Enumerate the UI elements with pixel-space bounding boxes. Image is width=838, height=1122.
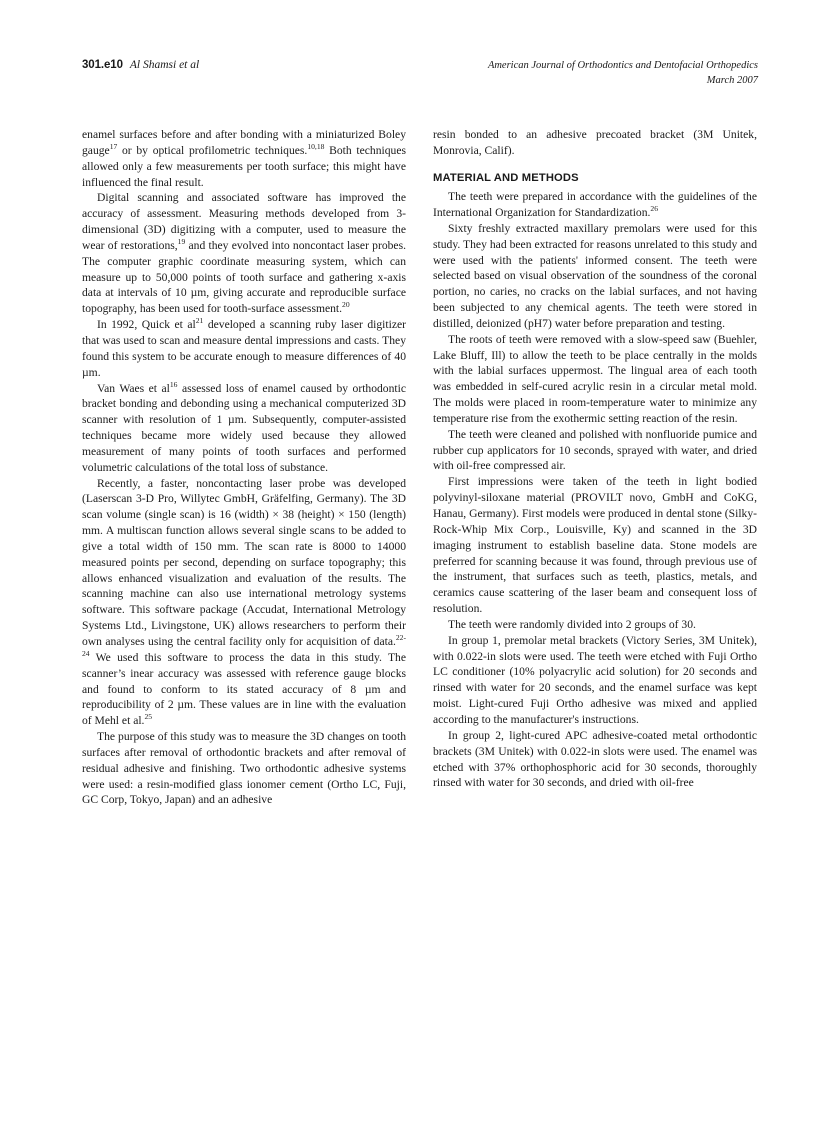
body-paragraph: In group 1, premolar metal brackets (Victory Series, 3M Unitek), with 0.022-in slots were used. The teeth were etched with Fuji Ortho LC conditioner (10% polyacrylic acid solution) for 20 seconds and rinsed with water for 20 seconds, and the enamel surface was kept moist. Light-cured Fuji Ortho adhesive was mixed and applied according to the manufacturer's instructions.	[433, 633, 757, 726]
body-paragraph: In 1992, Quick et $al^{21}$ developed a scanning ruby laser digitizer that was used to scan and measure dental impressions and casts. They found this system to be accurate enough to measure differences of 40 µm.	[82, 316, 406, 379]
body-paragraph: enamel surfaces before and after bonding with a miniaturized Boley gauge$^{17}$ or by optical profilometric techniques.$^{10,18}$ Both techniques allowed only a few measurements per tooth surface; this might have influenced the final result.	[82, 128, 406, 189]
body-columns	[82, 127, 758, 1072]
page-folio: 301.e10	[82, 59, 123, 71]
reference-superscript: 10,18	[307, 141, 325, 151]
section-heading: MATERIAL AND METHODS	[433, 171, 579, 184]
right-column	[433, 127, 757, 1072]
reference-superscript: 22-24	[82, 633, 406, 658]
body-paragraph: Van Waes et $al^{16}$ assessed loss of enamel caused by orthodontic bracket bonding and debonding using a mechanical computerized 3D scanner with resolution of 1 µm. Subsequently, computer-assisted techniques became more widely used because they allowed measurement of many points of tooth surfaces and performed volumetric calculations of the total loss of substance.	[82, 379, 406, 474]
body-paragraph: Digital scanning and associated software has improved the accuracy of assessment. Measuring methods developed from 3-dimensional (3D) digitizing with a computer, used to measure the wear of restorations,$^{19}$ and they evolved into noncontact laser probes. The computer graphic coordinate measuring system, which can measure up to 50,000 points of tooth surface and gathering x-axis data at intervals of 10 µm, giving accurate and reproducible surface topography, has been used for tooth-surface assessment.$^{20}$	[82, 191, 406, 316]
reference-superscript: 20	[342, 300, 350, 310]
body-paragraph: The teeth were randomly divided into 2 groups of 30.	[448, 617, 696, 631]
body-paragraph: The teeth were prepared in accordance with the guidelines of the International Organization for Standardization.$^{26}$	[433, 190, 757, 219]
running-head	[82, 58, 758, 88]
journal-title: American Journal of Orthodontics and Dentofacial Orthopedics	[487, 60, 758, 71]
reference-superscript: 21	[195, 316, 204, 326]
body-paragraph: resin bonded to an adhesive precoated bracket (3M Unitek, Monrovia, Calif).	[433, 128, 757, 157]
body-paragraph: First impressions were taken of the teeth in light bodied polyvinyl-siloxane material (PROVILT novo, GmbH and CoKG, Hanau, Germany). First models were produced in dental stone (Silky-Rock-Whip Mix Corp., Louisville, Ky) and scanned in the 3D imaging instrument to establish baseline data. Stone models are preferred for scanning because it was found, through previous use of the instrument, that surfaces such as teeth, plastics, metals, and ceramics cause scattering of the laser beam and consequent loss of resolution.	[433, 475, 757, 616]
reference-superscript: 17	[109, 141, 118, 151]
body-paragraph: Sixty freshly extracted maxillary premolars were used for this study. They had been extracted for reasons unrelated to this study and were used with the patients' informed consent. The teeth were selected based on visual observation of the soundness of the coronal portion, no caries, no cracks on the labial surfaces, and not having been subjected to any chemical agents. The teeth were stored in distilled, deionized (pH7) water before preparation and testing.	[433, 221, 757, 330]
running-head-left	[82, 58, 199, 74]
left-column	[82, 127, 406, 1072]
running-head-authors: Al Shamsi et al	[129, 59, 200, 71]
body-paragraph: The purpose of this study was to measure the 3D changes on tooth surfaces after removal of orthodontic brackets and after removal of residual adhesive and finishing. Two orthodontic adhesive systems were used: a resin-modified glass ionomer cement (Ortho LC, Fuji, GC Corp, Tokyo, Japan) and an adhesive	[82, 730, 406, 807]
running-head-right	[488, 58, 758, 88]
reference-superscript: 25	[144, 712, 153, 722]
body-paragraph: Recently, a faster, noncontacting laser probe was developed (Laserscan 3-D Pro, Willytec GmbH, Gräfelfing, Germany). The 3D scan volume (single scan) is 16 (width) × 38 (height) × 150 (length) mm. A multiscan function allows several single scans to be added to give a total width of 150 mm. The scan rate is 8000 to 14000 measured points per second, depending on surface topography; this allows enhanced visualization and evaluation of the results. The scanning machine can also use international metrology systems software. This software package (Accudat, International Metrology Systems Ltd., Livingstone, UK) allows researchers to perform their own analyses using the central facility only for acquisition of data.$^{22-24}$ We used this software to process the data in this study. The scanner’s inear accuracy was assessed with reference gauge blocks and found to conform to its stated accuracy of 8 µm and reproducibility of 2 µm. These values are in line with the evaluation of Mehl et al.$^{25}$	[82, 476, 406, 728]
issue-date: March 2007	[706, 75, 758, 87]
body-paragraph: The roots of teeth were removed with a slow-speed saw (Buehler, Lake Bluff, Ill) to allow the teeth to be place centrally in the molds with the labial surfaces uppermost. The lingual area of each tooth was embedded in self-cured acrylic resin in a circular metal mold. The molds were placed in room-temperature water to minimize any temperature rise from the exothermic setting reaction of the resin.	[433, 332, 757, 425]
reference-superscript: 26	[650, 204, 659, 214]
reference-superscript: 19	[177, 237, 186, 247]
body-paragraph: The teeth were cleaned and polished with nonfluoride pumice and rubber cup applicators for 10 seconds, sprayed with water, and dried with oil-free compressed air.	[433, 427, 757, 473]
reference-superscript: 16	[169, 379, 178, 389]
body-paragraph: In group 2, light-cured APC adhesive-coated metal orthodontic brackets (3M Unitek) with 0.022-in slots were used. The enamel was etched with 37% orthophosphoric acid for 30 seconds, thoroughly rinsed with water for 30 seconds, and dried with oil-free	[433, 728, 757, 790]
